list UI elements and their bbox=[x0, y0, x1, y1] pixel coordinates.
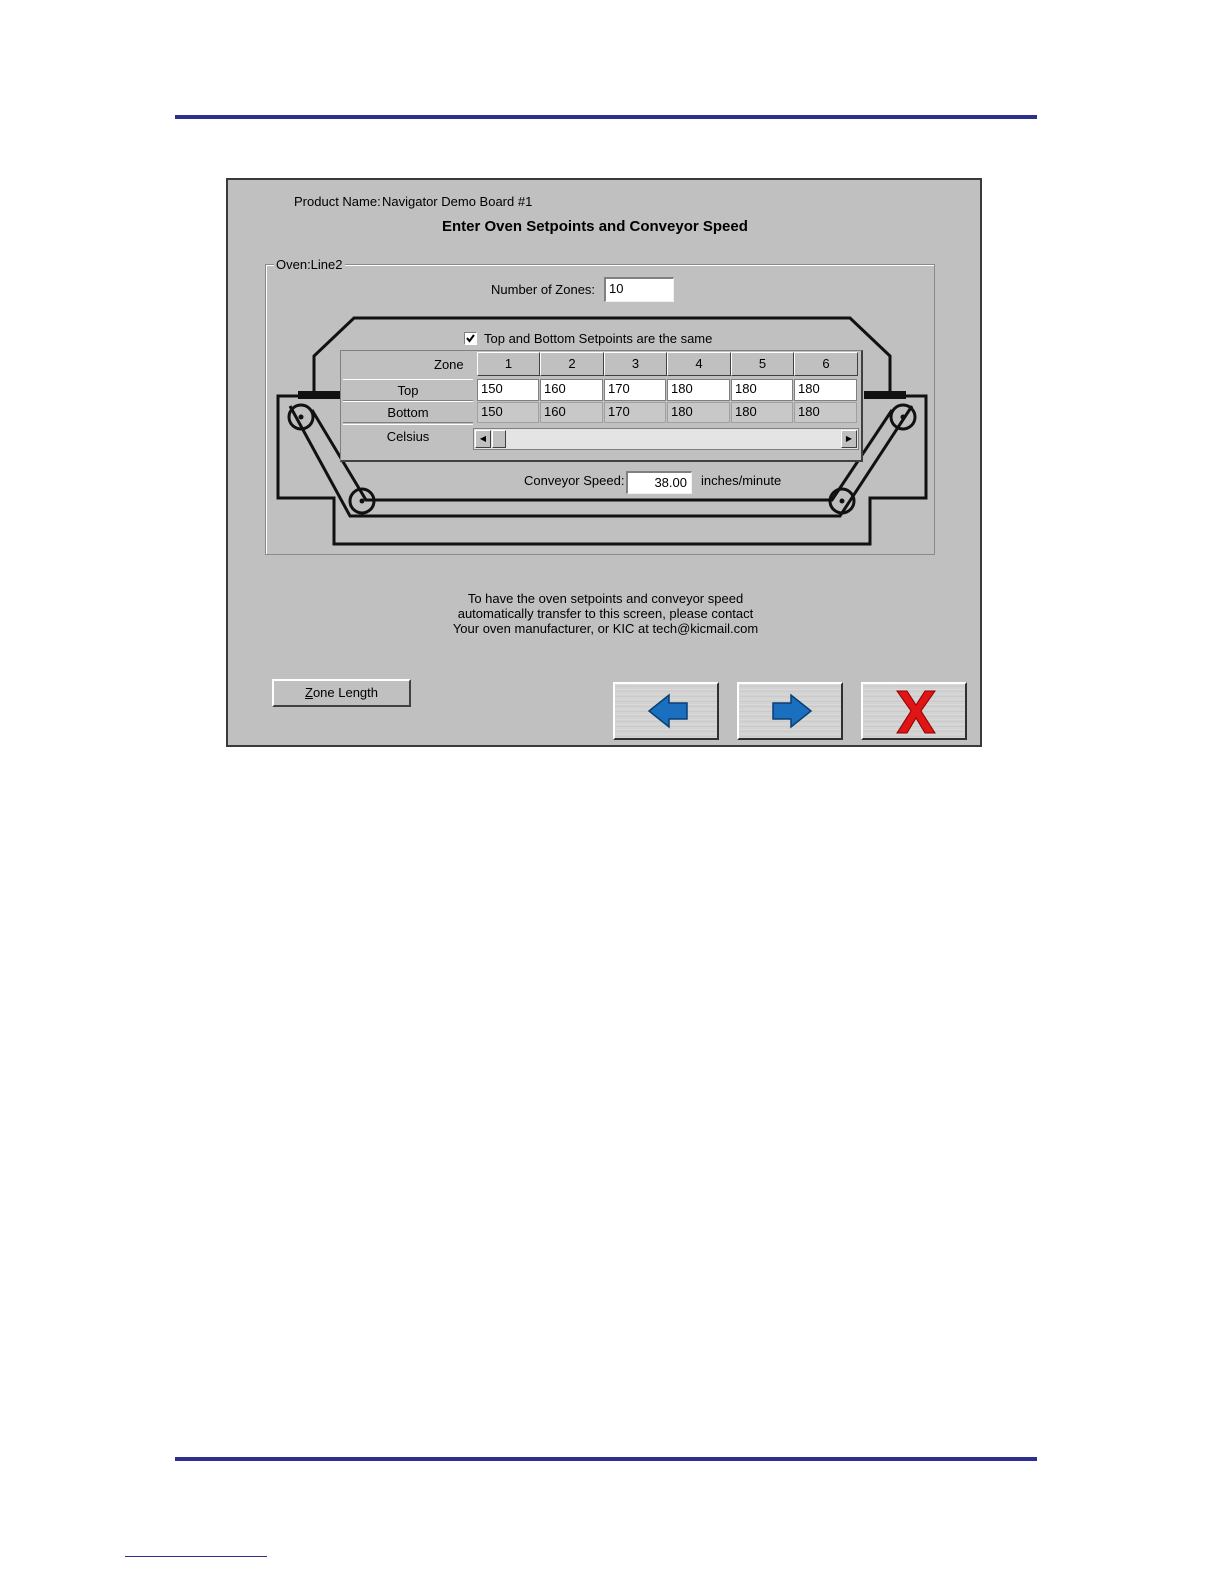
top-setpoint-cell[interactable]: 160 bbox=[540, 379, 603, 401]
checkmark-icon bbox=[465, 333, 476, 344]
top-setpoint-cell[interactable]: 180 bbox=[794, 379, 857, 401]
zone-length-accel: Z bbox=[304, 685, 313, 700]
row-header-bottom: Bottom bbox=[343, 401, 473, 423]
dialog-title: Enter Oven Setpoints and Conveyor Speed bbox=[442, 218, 748, 235]
zones-input[interactable]: 10 bbox=[604, 277, 674, 302]
zone-column-header[interactable]: 5 bbox=[731, 352, 794, 376]
footer-rule bbox=[175, 1457, 1037, 1461]
scroll-right-icon[interactable]: ▶ bbox=[841, 430, 857, 448]
zone-header-label: Zone bbox=[434, 357, 464, 372]
same-setpoints-checkbox[interactable] bbox=[464, 332, 477, 345]
conveyor-speed-input[interactable]: 38.00 bbox=[626, 471, 692, 494]
zone-column-header[interactable]: 6 bbox=[794, 352, 858, 376]
zone-column-header[interactable]: 4 bbox=[667, 352, 731, 376]
scroll-left-icon[interactable]: ◀ bbox=[475, 430, 491, 448]
bottom-setpoint-cell: 180 bbox=[667, 402, 730, 423]
note-line: Your oven manufacturer, or KIC at tech@kicmail.com bbox=[452, 621, 759, 636]
same-setpoints-label: Top and Bottom Setpoints are the same bbox=[484, 331, 713, 346]
zone-length-label: one Length bbox=[312, 685, 379, 700]
product-name-label: Product Name: bbox=[294, 194, 381, 209]
next-button[interactable] bbox=[737, 682, 843, 740]
note-line: To have the oven setpoints and conveyor speed bbox=[467, 591, 744, 606]
top-setpoint-cell[interactable]: 150 bbox=[477, 379, 539, 401]
conveyor-speed-label: Conveyor Speed: bbox=[524, 473, 625, 488]
zone-length-button[interactable] bbox=[272, 679, 411, 707]
bottom-setpoint-cell: 170 bbox=[604, 402, 666, 423]
footer-link-underline bbox=[125, 1556, 267, 1557]
oven-group-label: Oven:Line2 bbox=[276, 257, 343, 272]
top-setpoint-cell[interactable]: 170 bbox=[604, 379, 666, 401]
zone-column-header[interactable]: 1 bbox=[477, 352, 540, 376]
left-arrow-icon bbox=[615, 684, 717, 738]
product-name-value: Navigator Demo Board #1 bbox=[382, 194, 533, 209]
bottom-setpoint-cell: 180 bbox=[731, 402, 793, 423]
zones-label: Number of Zones: bbox=[491, 282, 596, 297]
note-line: automatically transfer to this screen, please contact bbox=[457, 606, 754, 621]
bottom-setpoint-cell: 180 bbox=[794, 402, 857, 423]
conveyor-speed-units: inches/minute bbox=[701, 473, 782, 488]
units-label: Celsius bbox=[343, 424, 473, 452]
back-button[interactable] bbox=[613, 682, 719, 740]
top-setpoint-cell[interactable]: 180 bbox=[731, 379, 793, 401]
cancel-button[interactable] bbox=[861, 682, 967, 740]
dialog-window bbox=[226, 178, 982, 747]
bottom-setpoint-cell: 150 bbox=[477, 402, 539, 423]
top-setpoint-cell[interactable]: 180 bbox=[667, 379, 730, 401]
oven-diagram bbox=[228, 180, 984, 749]
row-header-top: Top bbox=[343, 379, 473, 401]
transfer-note bbox=[398, 591, 813, 636]
red-x-icon bbox=[863, 684, 965, 738]
zone-scrollbar[interactable] bbox=[473, 428, 859, 450]
zone-column-header[interactable]: 3 bbox=[604, 352, 667, 376]
bottom-setpoint-cell: 160 bbox=[540, 402, 603, 423]
scroll-thumb[interactable] bbox=[492, 430, 506, 448]
right-arrow-icon bbox=[739, 684, 841, 738]
zone-column-header[interactable]: 2 bbox=[540, 352, 604, 376]
header-rule bbox=[175, 115, 1037, 119]
